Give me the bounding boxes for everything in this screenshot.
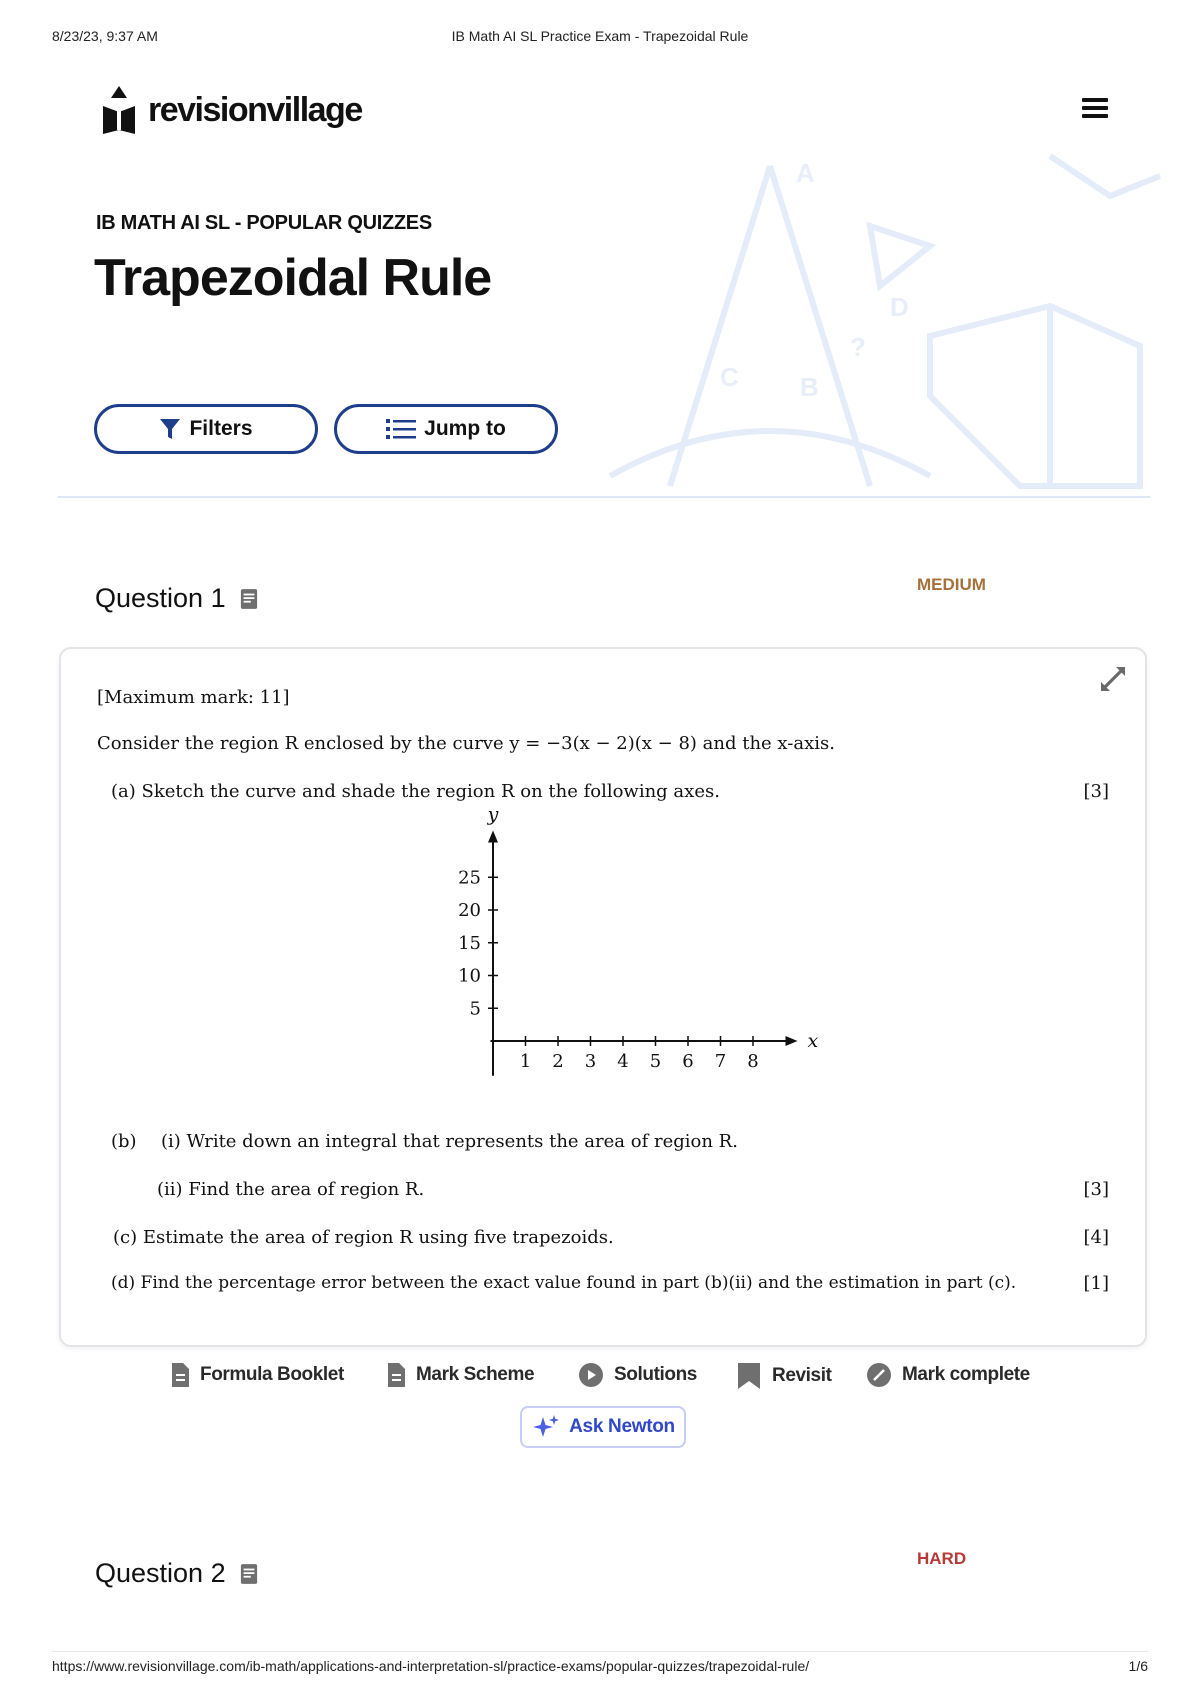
question-2-title: Question 2 [95,1558,226,1588]
question-intro: Consider the region R enclosed by the curve y = −3(x − 2)(x − 8) and the x-axis. [97,733,835,754]
x-tick-label: 1 [519,1051,532,1072]
x-axis-arrow [786,1036,798,1046]
part-d-text: (d) Find the percentage error between the exact value found in part (b)(ii) and the estimation in part (c). [111,1273,1017,1293]
filters-label: Filters [189,417,253,440]
x-tick-label: 5 [649,1051,662,1072]
top-navbar [58,64,1150,156]
hero-letter-c: C [720,362,739,392]
part-a-text: (a) Sketch the curve and shade the region R on the following axes. [111,781,720,802]
solutions-label: Solutions [614,1364,697,1385]
x-tick-label: 6 [682,1051,694,1072]
print-title: IB Math AI SL Practice Exam - Trapezoidal Rule [451,28,749,44]
hero-eyebrow: IB MATH AI SL - POPULAR QUIZZES [96,212,432,234]
note-icon[interactable] [240,588,258,610]
document-icon [170,1362,190,1388]
play-circle-icon [578,1362,604,1388]
part-d-marks: [1] [1083,1273,1109,1294]
hero-banner [58,156,1150,498]
part-b-ii-text: (ii) Find the area of region R. [157,1179,425,1200]
part-b-label: (b) [111,1131,137,1152]
x-tick-label: 4 [617,1051,629,1072]
ask-newton-button[interactable] [520,1406,686,1448]
brand-logo[interactable] [100,80,362,140]
formula-booklet-button[interactable] [170,1362,344,1388]
mark-scheme-button[interactable] [386,1362,534,1388]
page-title: Trapezoidal Rule [94,249,492,307]
part-c-marks: [4] [1083,1227,1109,1248]
formula-booklet-label: Formula Booklet [200,1364,344,1385]
expand-icon[interactable] [1097,663,1129,695]
x-axis-label: x [807,1030,819,1052]
part-b-i-text: (i) Write down an integral that represents the area of region R. [161,1131,738,1152]
question-2-heading [95,1558,258,1589]
x-tick-label: 2 [552,1051,564,1072]
print-header [52,28,1148,48]
x-tick-label: 7 [714,1051,727,1072]
x-tick-label: 8 [747,1051,759,1072]
question-1-title: Question 1 [95,583,226,613]
bookmark-icon [736,1362,762,1390]
y-tick-label: 25 [458,867,481,889]
geometry-decoration [550,156,1150,496]
page-number: 1/6 [1128,1658,1148,1674]
print-footer [52,1651,1148,1678]
sparkle-icon [531,1413,561,1441]
y-tick-label: 15 [458,932,481,954]
page-url: https://www.revisionvillage.com/ib-math/applications-and-interpretation-sl/practice-exams/popular-quizzes/trapezoidal-rule/ [52,1658,810,1674]
mark-scheme-label: Mark Scheme [416,1364,535,1385]
y-axis-arrow [488,831,498,843]
brand-name: revisionvillage [148,90,362,129]
jump-to-button[interactable] [334,404,558,454]
question-toolbar [0,1362,1200,1394]
difficulty-badge-hard: HARD [917,1549,967,1568]
mark-complete-button[interactable] [866,1362,1030,1388]
filter-funnel-icon [159,417,181,441]
ask-newton-label: Ask Newton [569,1416,675,1437]
y-tick-label: 20 [458,900,481,921]
part-a-marks: [3] [1083,781,1109,802]
hero-letter-d: D [890,292,909,322]
y-tick-label: 10 [458,965,481,987]
revisit-label: Revisit [772,1365,832,1386]
question-1-heading [95,583,258,614]
filters-button[interactable] [94,404,318,454]
hamburger-menu-icon[interactable] [1082,98,1108,120]
document-icon [386,1362,406,1388]
axes-plot [437,803,819,1105]
y-tick-label: 5 [469,998,481,1020]
hero-letter-b: B [800,372,819,402]
book-logo-icon [100,84,138,136]
check-circle-icon [866,1362,892,1388]
hero-letter-a: A [796,158,815,188]
note-icon[interactable] [240,1563,258,1585]
solutions-button[interactable] [578,1362,697,1388]
jump-to-label: Jump to [424,417,506,440]
question-1-card [59,647,1147,1347]
y-axis-label: y [487,803,499,826]
mark-complete-label: Mark complete [902,1364,1030,1385]
print-date: 8/23/23, 9:37 AM [52,28,158,44]
part-c-text: (c) Estimate the area of region R using five trapezoids. [113,1227,614,1248]
hero-question-mark: ? [850,332,866,362]
part-b-marks: [3] [1083,1179,1109,1200]
difficulty-badge-medium: MEDIUM [917,575,986,594]
x-tick-label: 3 [584,1051,597,1072]
revisit-button[interactable] [736,1362,832,1390]
list-icon [386,417,416,441]
max-mark: [Maximum mark: 11] [97,687,290,708]
